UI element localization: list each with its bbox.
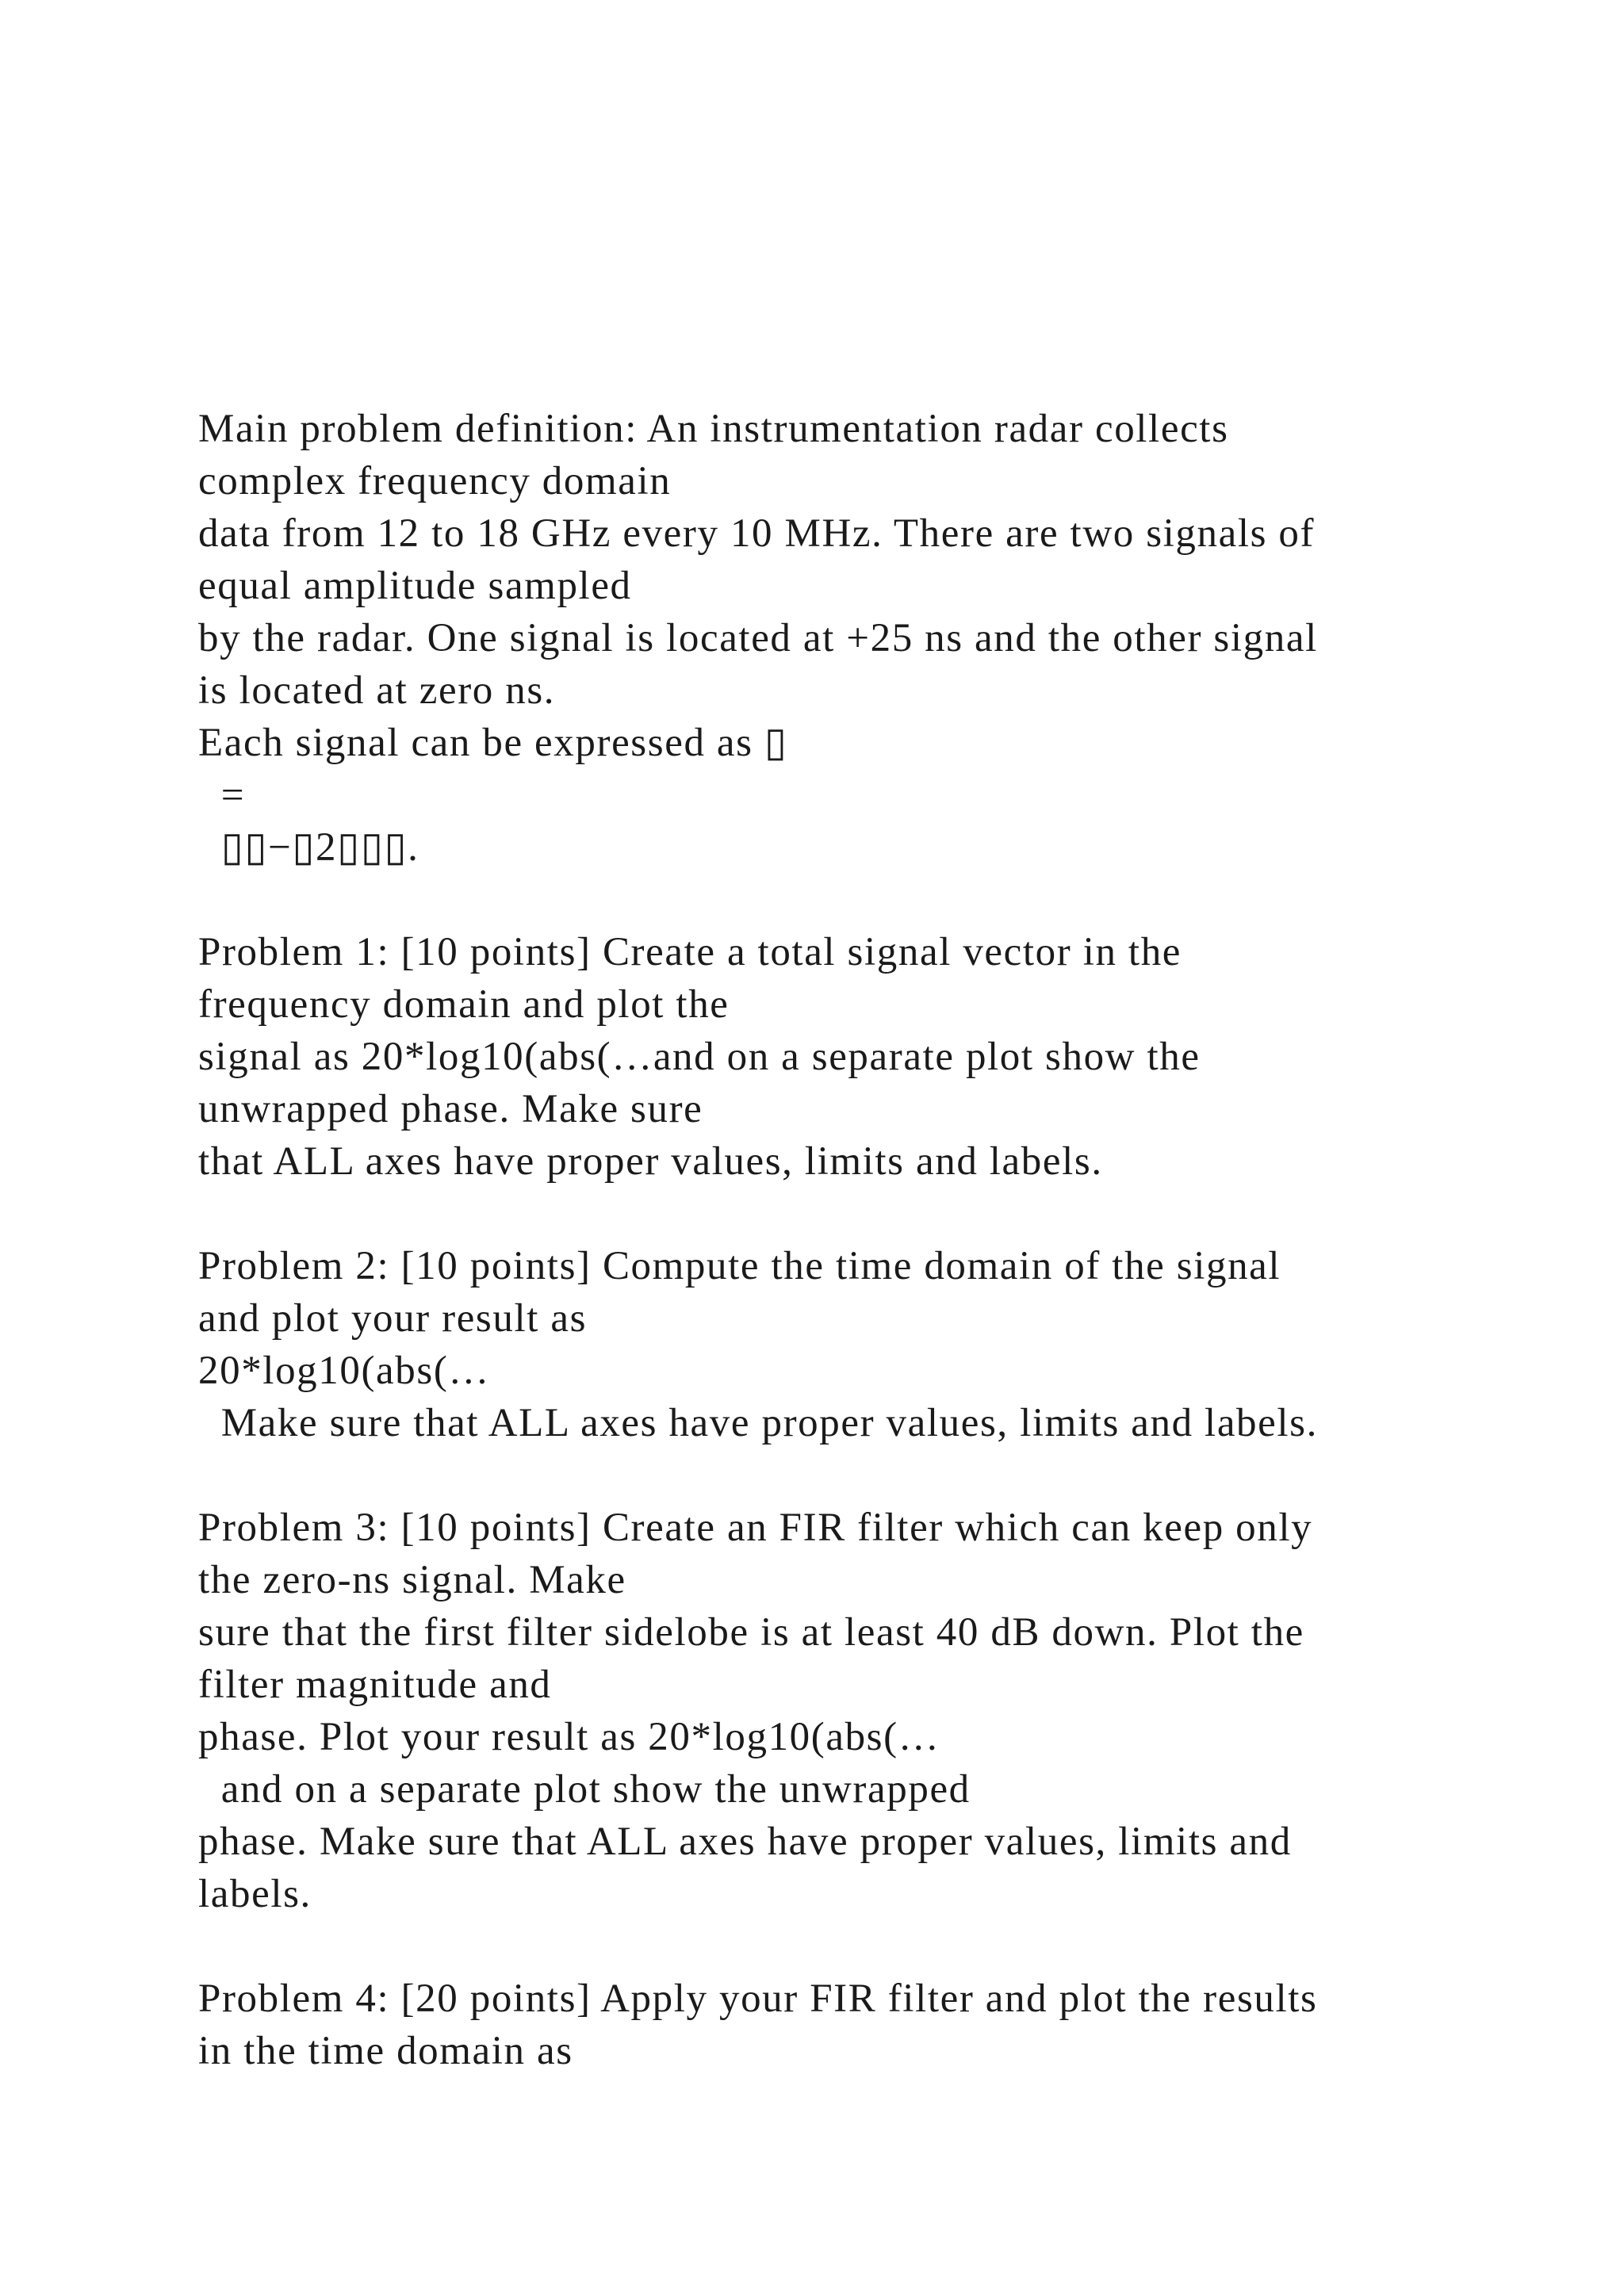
intro-line-6: is located at zero ns. <box>198 668 556 713</box>
problem-4-line-1: Problem 4: [20 points] Apply your FIR filter and plot the results <box>198 1976 1318 2021</box>
problem-1-line-4: unwrapped phase. Make sure <box>198 1087 703 1131</box>
problem-1-line-5: that ALL axes have proper values, limits and labels. <box>198 1139 1103 1184</box>
problem-3-line-2: the zero-ns signal. Make <box>198 1558 626 1602</box>
problem-1-line-3: signal as 20*log10(abs(…and on a separate plot show the <box>198 1035 1201 1079</box>
intro-line-4: equal amplitude sampled <box>198 564 632 608</box>
document-body <box>198 403 1530 2077</box>
problem-4-line-2: in the time domain as <box>198 2029 573 2073</box>
problem-2-line-4: Make sure that ALL axes have proper values, limits and labels. <box>198 1401 1318 1445</box>
signal-expression-formula: ▯▯−▯2▯▯▯. <box>198 825 419 870</box>
problem-3-line-8: labels. <box>198 1872 312 1916</box>
problem-3-line-4: filter magnitude and <box>198 1663 552 1707</box>
paragraph-spacer <box>198 1188 1530 1240</box>
intro-line-1: Main problem definition: An instrumentation radar collects <box>198 407 1229 451</box>
problem-2-line-1: Problem 2: [10 points] Compute the time domain of the signal <box>198 1244 1281 1288</box>
paragraph-spacer <box>198 1920 1530 1973</box>
intro-line-3: data from 12 to 18 GHz every 10 MHz. There are two signals of <box>198 511 1316 556</box>
paragraph-spacer <box>198 1449 1530 1502</box>
problem-1-line-1: Problem 1: [10 points] Create a total signal vector in the <box>198 930 1182 974</box>
problem-1-line-2: frequency domain and plot the <box>198 982 730 1027</box>
problem-3-line-7: phase. Make sure that ALL axes have proper values, limits and <box>198 1820 1292 1864</box>
problem-3-line-6: and on a separate plot show the unwrapped <box>198 1767 971 1812</box>
paragraph-spacer <box>198 874 1530 926</box>
problem-3-line-1: Problem 3: [10 points] Create an FIR filter which can keep only <box>198 1506 1313 1550</box>
signal-expression-equals: = <box>198 773 246 817</box>
problem-2-line-3: 20*log10(abs(… <box>198 1349 491 1393</box>
problem-2-line-2: and plot your result as <box>198 1296 588 1341</box>
problem-3-line-5: phase. Plot your result as 20*log10(abs(… <box>198 1715 940 1759</box>
intro-line-2: complex frequency domain <box>198 459 672 503</box>
problem-3-line-3: sure that the first filter sidelobe is at least 40 dB down. Plot the <box>198 1610 1304 1655</box>
signal-expression-line: Each signal can be expressed as ▯ <box>198 721 788 765</box>
intro-line-5: by the radar. One signal is located at +25 ns and the other signal <box>198 616 1318 660</box>
